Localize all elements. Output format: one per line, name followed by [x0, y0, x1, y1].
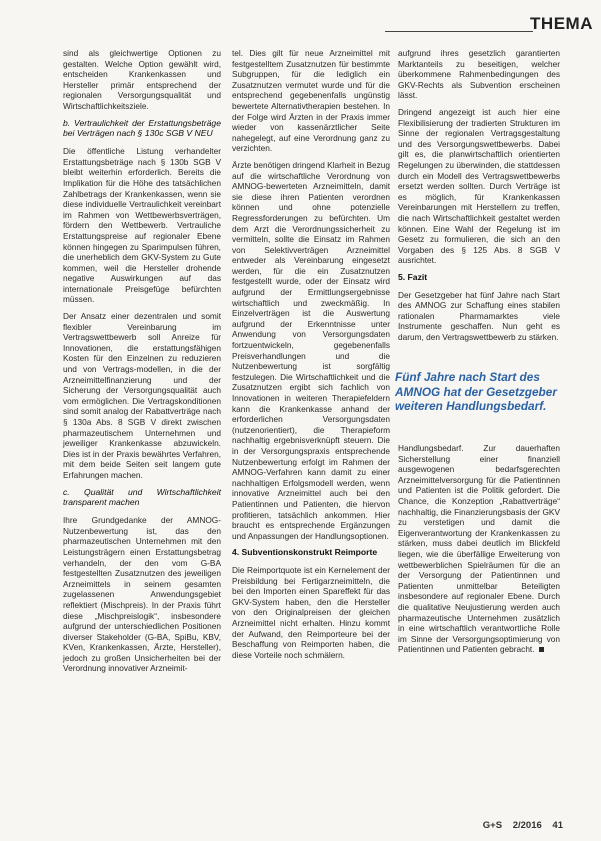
paragraph: Die öffentliche Listung verhandelter Erstattungsbeträge nach § 130b SGB V bleibt weiterhin erforderlich. Bereits die Implikation für die Höhe des tatsächlichen Zahlbetrags der Krankenkassen, wenn sie diese individuelle Vertraulichkeit vereinbart im Rahmen von Wettbewerbsverträgen, fördern den Wettbewerb. Vertrauliche Erstattungspreise auf regionaler Ebene können hingegen zu Sparimpulsen führen, die unerheblich dem GKV-System zu Gute kommen, weil die Hersteller drohende negative Auswirkungen auf das internationale Preisgefüge befürchten müssen. — [63, 146, 221, 305]
paragraph: Ärzte benötigen dringend Klarheit in Bezug auf die wirtschaftliche Verordnung von AMNOG-bewerteten Arzneimitteln, damit sie diese ihren Patienten verordnen können und ohne potenzielle Regressforderungen zu befürchten. Um dem Arzt die Verordnungssicherheit zu vermitteln, sollte die Einsatz im Rahmen von Selektivverträgen Arzneimittel entweder als Vereinbarung eingesetzt werden, für die ein Zusatznutzen festgestellt wurde, oder der Einsatz wird aufgrund der Ermittlungsergebnisse wirtschaftlich und zweckmäßig. In Einzelverträgen ist die Auswertung aufgrund der Erkenntnisse unter Anwendung von Versorgungsdaten fortzuentwickeln, gegebenenfalls Preisverhandlungen und die Nutzenbewertung ist sorgfältig festzulegen. Die Wirtschaftlichkeit und die Zusatznutzen ergibt sich fachlich von Innovationen in weiteren Therapiefeldern kann die Krankenkasse anhand der erforderlichen Versorgungsdaten (nutzenorientiert), die Therapieform nachhaltig ergebnisverknüpft steuern. Die in der Versorgungspraxis entsprechende Nutzenbewertung erfolgt im Rahmen der AMNOG-Verfahren kann damit zu einer nachhaltigen Erfolgsmodell werden, wenn innovative Arzneimittel auch bei den Patientinnen und Patienten, die hiervon profitieren, tatsächlich ankommen. Hier braucht es entsprechende Ergänzungen und Anpassungen der Handlungsoptionen. — [232, 159, 390, 541]
page-number: 41 — [552, 820, 563, 831]
paragraph: tel. Dies gilt für neue Arzneimittel mit festgestelltem Zusatznutzen für bestimmte Subgruppen, für die lediglich ein Zusatznutzen vermutet wurde und für die entsprechend gegebenenfalls ungünstig bewertete Alternativtherapien bestehen. In der Folge wird Ärzten in der Praxis immer wieder von kassenärztlicher Seite nahegelegt, auf eine Verordnung ganz zu verzichten. — [232, 48, 390, 154]
section-heading: 5. Fazit — [398, 271, 428, 282]
issue-number: 2/2016 — [512, 820, 542, 831]
column-left — [63, 48, 221, 680]
page-header — [0, 0, 601, 40]
paragraph-text: Handlungsbedarf. Zur dauerhaften Sicherstellung einer finanziell ausgewogenen bedarfsgerechten Arzneimittelversorgung für die Patientinnen und Patienten ist die Politik gefordert. Die Chance, die Konzeption „Rabattverträge“ nachhaltig, die Finanzierungsbasis der GKV zu verstetigen und damit die Eigenverantwortung der Krankenkassen zu stärken, muss dabei deutlich im Blickfeld liegen, wie die überfällige Erweiterung von wettbewerblichen Spielräumen für die an der Versorgung der Patientinnen und Patienten unmittelbar Beteiligten insbesondere auf regionaler Ebene. Durch die qualitative Neujustierung werden auch pharmazeutische Unternehmen zusätzlich in eine wirtschaftlich verantwortliche Rolle im Sinne der Versorgungsoptimierung von Patientinnen und Patienten gebracht. — [398, 443, 560, 655]
section-title: THEMA — [530, 14, 593, 33]
subheading: b. Vertraulichkeit der Erstattungsbeträge bei Verträgen nach § 130c SGB V NEU — [63, 117, 221, 139]
section-heading: 4. Subventionskonstrukt Reimporte — [232, 547, 378, 558]
column-middle — [232, 48, 390, 666]
page-footer — [475, 820, 563, 831]
column-right — [398, 48, 560, 349]
journal-name: G+S — [482, 820, 503, 831]
pull-quote: Fünf Jahre nach Start des AMNOG hat der Gesetzgeber weiteren Handlungsbedarf. — [395, 370, 557, 414]
paragraph: sind als gleichwertige Optionen zu gestalten. Welche Option gewählt wird, entscheiden Krankenkassen und Hersteller primär entsprechend der regionalen Versorgungsqualität und Wirtschaftlichkeitsziele. — [63, 48, 221, 111]
paragraph — [398, 443, 560, 655]
subheading: c. Qualität und Wirtschaftlichkeit transparent machen — [63, 486, 221, 508]
paragraph: Dringend angezeigt ist auch hier eine Flexibilisierung der tradierten Strukturen im Sinne der regionalen Vertragsgestaltung und des Versorgungswettbewerbs. Dabei gilt es, die planwirtschaftlich orientierten Regelungen zu überwinden, die stattdessen durch ein Modell des Vertragswettbewerbs ersetzt werden sollten. Durch Verträge ist es möglich, für Krankenkassen Vereinbarungen mit Herstellern zu treffen, die nach Wirtschaftlichkeit gestaltet werden können. Eine Wahl der Regelung ist im Gesetz zu formulieren, die sich an den Vorgaben des § 125 Abs. 8 SGB V ausrichtet. — [398, 106, 560, 266]
column-right-continued — [398, 443, 560, 655]
paragraph: Die Reimportquote ist ein Kernelement der Preisbildung bei Fertigarzneimitteln, die bei den Importen einen Spareffekt für das GKV-System haben, den die Hersteller von den Originalpreisen der gleichen Arzneimittel nicht erhalten. Hinzu kommt der Aufwand, den Reimporteure bei der Beschaffung von Reimporten haben, die diese Vorteile noch schmälern. — [232, 565, 390, 660]
paragraph: Der Gesetzgeber hat fünf Jahre nach Start des AMNOG zur Schaffung eines stabilen rationalen Pharmamarktes viele Instrumente geschaffen. Nun geht es darum, den Vertragswettbewerb zu stärken. — [398, 289, 560, 343]
paragraph: Der Ansatz einer dezentralen und somit flexibler Vereinbarung im Vertragswettbewerb soll Anreize für Innovationen, die erstattungsfähigen Kosten für den Einzelnen zu reduzieren und von Vertrags-modellen, in die der Arzneimittelfinanzierung und der Sicherung der Versorgungsqualität auch vom ermöglichen. Die Vertragskonditionen sind somit analog der Rabattverträge nach § 130a Abs. 8 SGB V direkt zwischen pharmazeutischem Unternehmen und jeweiliger Krankenkasse abzuwickeln. Dies ist in der Praxis bewährtes Verfahren, mit dem beide Seiten seit langem gute Erfahrungen machen. — [63, 311, 221, 480]
paragraph: Ihre Grundgedanke der AMNOG-Nutzenbewertung ist, das den pharmazeutischen Unternehmen mit den Leistungsträgern einen Erstattungsbetrag verhandeln, der den vom G-BA festgestellten Zusatznutzen des jeweiligen Arzneimittels in seinem gesamten zugelassenen Anwendungsgebiet reflektiert (Mischpreis). In der Praxis führt diese „Mischpreislogik“, insbesondere aufgrund der unterschiedlichen Positionen diverser Stakeholder (G-BA, SpiBu, KBV, KVen, Krankenkassen, Ärzte, Hersteller), jedoch zu großen Unsicherheiten bei der Verordnung innovativer Arzneimit- — [63, 515, 221, 674]
header-rule — [385, 31, 533, 32]
end-of-article-icon — [539, 647, 544, 652]
paragraph: aufgrund ihres gesetzlich garantierten Marktanteils zu beseitigen, welcher überkommene Rahmenbedingungen des GKV-Rechts als Subvention erscheinen lässt. — [398, 48, 560, 101]
